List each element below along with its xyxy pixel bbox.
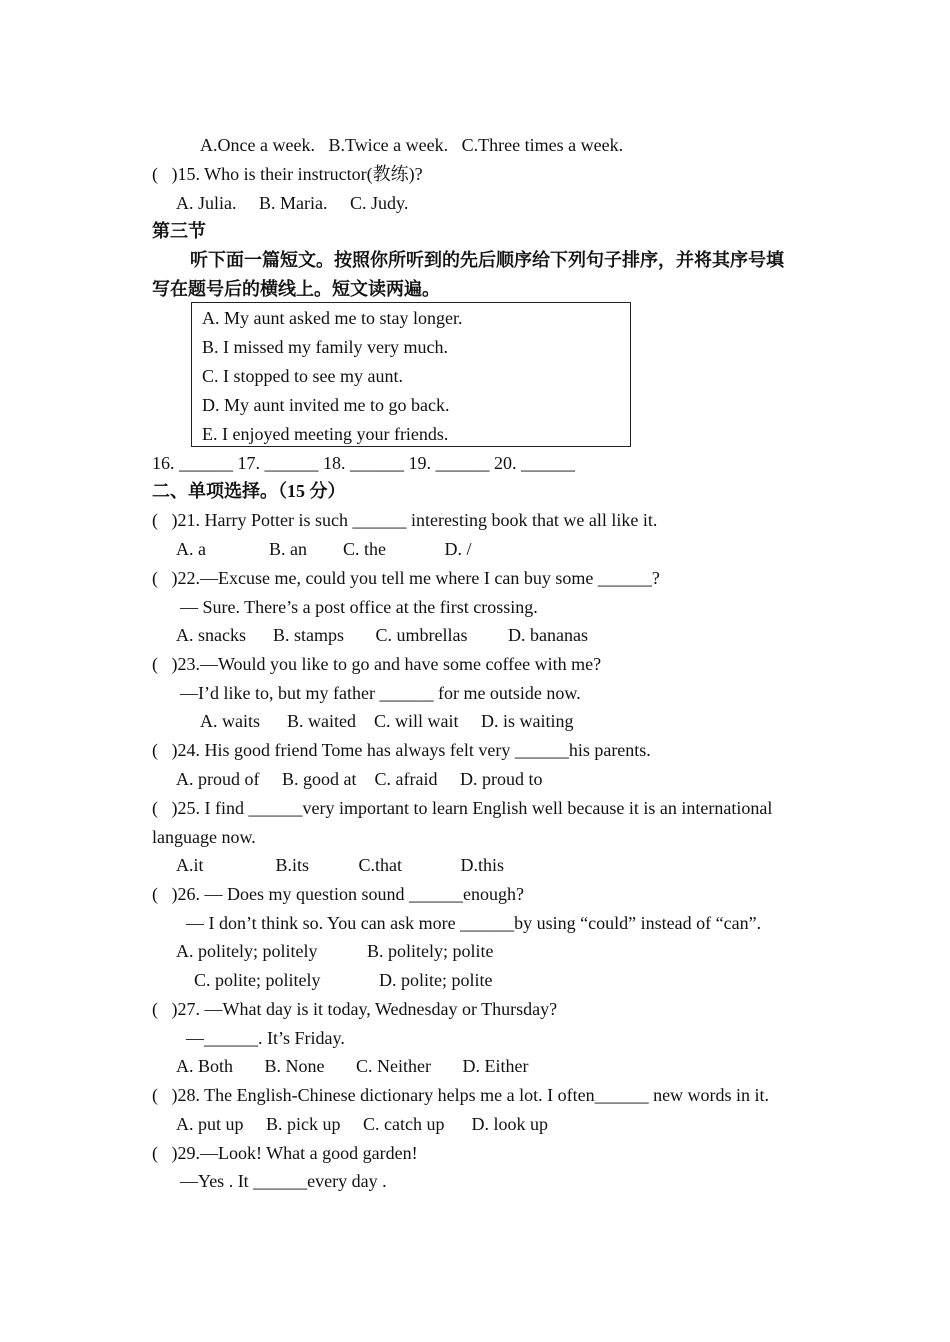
q15-question: ( )15. Who is their instructor(教练)? (152, 164, 423, 184)
q27-options: A. Both B. None C. Neither D. Either (176, 1056, 529, 1076)
q27-question: ( )27. —What day is it today, Wednesday or Thursday? (152, 999, 558, 1019)
q22-question: ( )22.—Excuse me, could you tell me where I can buy some ______? (152, 568, 660, 588)
q26-options-ab: A. politely; politely B. politely; polite (176, 941, 494, 961)
part-2-heading: 二、单项选择。（15 分） (152, 481, 346, 501)
q28-options: A. put up B. pick up C. catch up D. look up (176, 1114, 548, 1134)
q22-response: — Sure. There’s a post office at the first crossing. (180, 597, 538, 617)
q23-response: —I’d like to, but my father ______ for me outside now. (180, 683, 581, 703)
q25-question: ( )25. I find ______very important to learn English well because it is an international (152, 798, 773, 818)
sentence-c: C. I stopped to see my aunt. (202, 366, 403, 386)
q23-options: A. waits B. waited C. will wait D. is waiting (200, 711, 574, 731)
q14-options: A.Once a week. B.Twice a week. C.Three times a week. (200, 135, 624, 155)
q26-question: ( )26. — Does my question sound ______enough? (152, 884, 524, 904)
q25-question-cont: language now. (152, 827, 256, 847)
q26-options-cd: C. polite; politely D. polite; polite (194, 970, 493, 990)
section-3-heading: 第三节 (152, 221, 206, 241)
q27-response: —______. It’s Friday. (186, 1028, 345, 1048)
q29-response: —Yes . It ______every day . (180, 1171, 387, 1191)
q22-options: A. snacks B. stamps C. umbrellas D. bananas (176, 625, 588, 645)
q25-options: A.it B.its C.that D.this (176, 855, 505, 875)
q21-options: A. a B. an C. the D. / (176, 539, 472, 559)
q21-question: ( )21. Harry Potter is such ______ interesting book that we all like it. (152, 510, 658, 530)
q29-question: ( )29.—Look! What a good garden! (152, 1143, 418, 1163)
section-3-instruction-line-2: 写在题号后的横线上。短文读两遍。 (152, 279, 440, 299)
q23-question: ( )23.—Would you like to go and have some coffee with me? (152, 654, 602, 674)
q24-question: ( )24. His good friend Tome has always felt very ______his parents. (152, 740, 651, 760)
sentence-a: A. My aunt asked me to stay longer. (202, 308, 463, 328)
sentence-e: E. I enjoyed meeting your friends. (202, 424, 449, 444)
q24-options: A. proud of B. good at C. afraid D. proud to (176, 769, 543, 789)
sentence-d: D. My aunt invited me to go back. (202, 395, 450, 415)
answer-blanks-16-20: 16. ______ 17. ______ 18. ______ 19. ______ 20. ______ (152, 453, 575, 473)
sentence-b: B. I missed my family very much. (202, 337, 448, 357)
q28-question: ( )28. The English-Chinese dictionary helps me a lot. I often______ new words in it. (152, 1085, 770, 1105)
q26-response: — I don’t think so. You can ask more ______by using “could” instead of “can”. (186, 913, 762, 933)
q15-options: A. Julia. B. Maria. C. Judy. (176, 193, 409, 213)
section-3-instruction-line-1: 听下面一篇短文。按照你所听到的先后顺序给下列句子排序，并将其序号填 (190, 250, 784, 270)
